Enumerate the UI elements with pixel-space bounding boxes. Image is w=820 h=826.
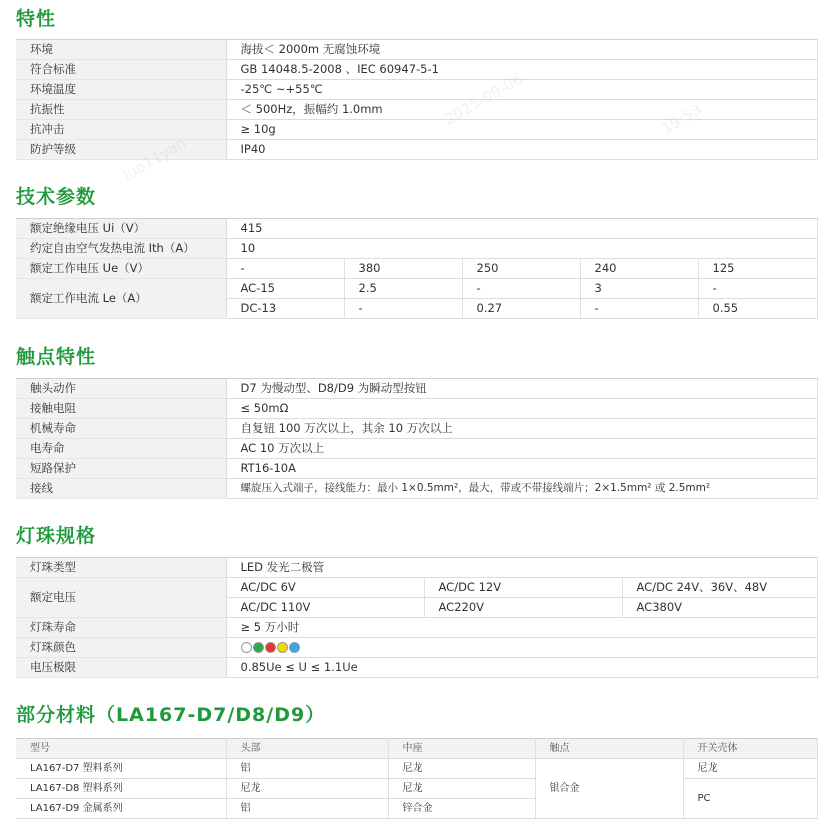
contact-value-action: D7 为慢动型、D8/D9 为瞬动型按钮 xyxy=(226,379,818,399)
tech-params-table xyxy=(16,218,818,319)
mat-contact-value: 银合金 xyxy=(535,759,683,819)
mat-cell: 尼龙 xyxy=(388,759,535,779)
mat-shell-value: 尼龙 xyxy=(683,759,818,779)
le-dc-cell: - xyxy=(344,299,462,319)
tech-value-ui: 415 xyxy=(226,219,818,239)
contact-label-resistance: 接触电阻 xyxy=(16,399,226,419)
contact-value-elec-life: AC 10 万次以上 xyxy=(226,439,818,459)
led-voltage-cell: AC/DC 12V xyxy=(424,578,622,598)
led-value-limit: 0.85Ue ≤ U ≤ 1.1Ue xyxy=(226,658,818,678)
contact-label-wiring: 接线 xyxy=(16,479,226,499)
char-label-shock: 抗冲击 xyxy=(16,120,226,140)
led-color-dot xyxy=(253,642,264,653)
contact-value-resistance: ≤ 50mΩ xyxy=(226,399,818,419)
char-label-temp: 环境温度 xyxy=(16,80,226,100)
led-voltage-cell: AC380V xyxy=(622,598,818,618)
mat-cell: 铝 xyxy=(226,759,388,779)
mat-header-head: 头部 xyxy=(226,739,388,759)
contact-label-elec-life: 电寿命 xyxy=(16,439,226,459)
led-label-limit: 电压极限 xyxy=(16,658,226,678)
char-value-protection: IP40 xyxy=(226,140,818,160)
mat-header-shell: 开关壳体 xyxy=(683,739,818,759)
contact-value-wiring: 螺旋压入式端子，接线能力：最小 1×0.5mm²，最大，带或不带接线端片；2×1.5mm² 或 2.5mm² xyxy=(226,479,818,499)
ue-cell: - xyxy=(226,259,344,279)
mat-cell: 铝 xyxy=(226,799,388,819)
led-voltage-cell: AC/DC 24V、36V、48V xyxy=(622,578,818,598)
contact-label-action: 触头动作 xyxy=(16,379,226,399)
mat-header-middle: 中座 xyxy=(388,739,535,759)
le-ac-cell: 2.5 xyxy=(344,279,462,299)
led-value-type: LED 发光二极管 xyxy=(226,558,818,578)
ue-cell: 125 xyxy=(698,259,818,279)
led-value-life: ≥ 5 万小时 xyxy=(226,618,818,638)
mat-cell: 锌合金 xyxy=(388,799,535,819)
le-dc-cell: - xyxy=(580,299,698,319)
section-title-tech-params: 技术参数 xyxy=(16,186,97,208)
le-ac-cell: - xyxy=(698,279,818,299)
section-title-materials: 部分材料（LA167-D7/D8/D9） xyxy=(16,704,326,726)
le-ac-cell: 3 xyxy=(580,279,698,299)
led-color-dot xyxy=(277,642,288,653)
contact-table xyxy=(16,378,818,499)
led-color-dot xyxy=(265,642,276,653)
char-label-protection: 防护等级 xyxy=(16,140,226,160)
led-color-dot xyxy=(241,642,252,653)
tech-value-ith: 10 xyxy=(226,239,818,259)
tech-label-ith: 约定自由空气发热电流 Ith（A） xyxy=(16,239,226,259)
char-label-vibration: 抗振性 xyxy=(16,100,226,120)
le-dc-cell: 0.27 xyxy=(462,299,580,319)
char-value-env: 海拔＜ 2000m 无腐蚀环境 xyxy=(226,40,818,60)
section-title-contact: 触点特性 xyxy=(16,346,97,368)
led-table xyxy=(16,557,818,678)
led-color-swatches xyxy=(241,642,300,653)
mat-cell: 尼龙 xyxy=(226,779,388,799)
char-label-env: 环境 xyxy=(16,40,226,60)
contact-value-mech-life: 自复钮 100 万次以上，其余 10 万次以上 xyxy=(226,419,818,439)
le-ac-cell: - xyxy=(462,279,580,299)
char-value-standard: GB 14048.5-2008 、IEC 60947-5-1 xyxy=(226,60,818,80)
led-label-life: 灯珠寿命 xyxy=(16,618,226,638)
mat-header-model: 型号 xyxy=(16,739,226,759)
char-value-vibration: ＜ 500Hz，振幅约 1.0mm xyxy=(226,100,818,120)
contact-label-short: 短路保护 xyxy=(16,459,226,479)
section-title-led: 灯珠规格 xyxy=(16,525,97,547)
char-value-temp: -25℃ ~+55℃ xyxy=(226,80,818,100)
materials-table xyxy=(16,738,818,819)
section-title-characteristics: 特性 xyxy=(16,8,57,30)
ue-cell: 240 xyxy=(580,259,698,279)
char-value-shock: ≥ 10g xyxy=(226,120,818,140)
ue-cell: 380 xyxy=(344,259,462,279)
mat-cell: LA167-D9 金属系列 xyxy=(16,799,226,819)
watermark: 19:53 xyxy=(658,100,705,138)
characteristics-table xyxy=(16,39,818,160)
mat-cell: LA167-D8 塑料系列 xyxy=(16,779,226,799)
le-ac-cell: AC-15 xyxy=(226,279,344,299)
watermark: 2025-09-06 xyxy=(441,69,526,129)
contact-value-short: RT16-10A xyxy=(226,459,818,479)
led-color-dot xyxy=(289,642,300,653)
led-label-voltage: 额定电压 xyxy=(16,578,226,618)
mat-header-contact: 触点 xyxy=(535,739,683,759)
le-dc-cell: 0.55 xyxy=(698,299,818,319)
char-label-standard: 符合标准 xyxy=(16,60,226,80)
le-dc-cell: DC-13 xyxy=(226,299,344,319)
led-label-type: 灯珠类型 xyxy=(16,558,226,578)
tech-label-ui: 额定绝缘电压 Ui（V） xyxy=(16,219,226,239)
contact-label-mech-life: 机械寿命 xyxy=(16,419,226,439)
led-label-color: 灯珠颜色 xyxy=(16,638,226,658)
led-value-color xyxy=(226,638,818,658)
led-voltage-cell: AC/DC 110V xyxy=(226,598,424,618)
ue-cell: 250 xyxy=(462,259,580,279)
mat-shell-value: PC xyxy=(683,779,818,819)
tech-label-le: 额定工作电流 Le（A） xyxy=(16,279,226,319)
tech-label-ue: 额定工作电压 Ue（V） xyxy=(16,259,226,279)
mat-cell: 尼龙 xyxy=(388,779,535,799)
mat-cell: LA167-D7 塑料系列 xyxy=(16,759,226,779)
led-voltage-cell: AC220V xyxy=(424,598,622,618)
led-voltage-cell: AC/DC 6V xyxy=(226,578,424,598)
